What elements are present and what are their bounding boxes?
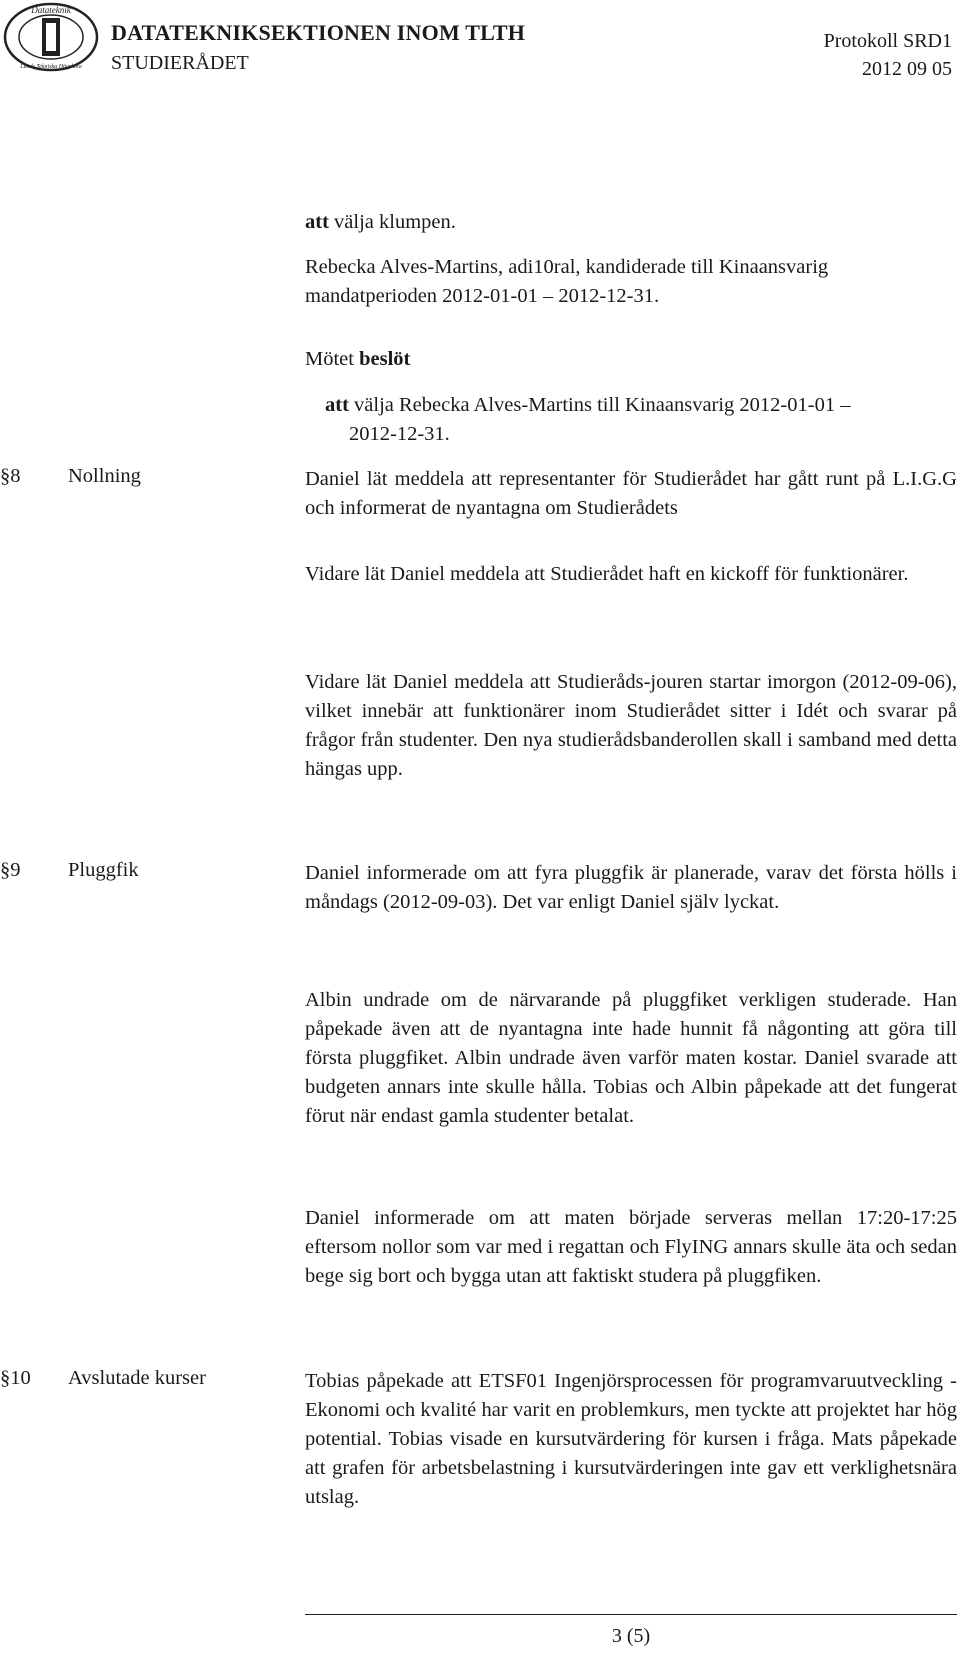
footer-rule bbox=[305, 1614, 957, 1615]
decision-text-line2: 2012-12-31. bbox=[349, 423, 450, 445]
organization-name: DATATEKNIKSEKTIONEN INOM TLTH bbox=[111, 20, 526, 45]
section-number: §9 bbox=[0, 859, 21, 881]
section-title: Pluggfik bbox=[68, 859, 139, 881]
decision-line bbox=[305, 208, 957, 237]
section-title: Nollning bbox=[68, 465, 141, 487]
decision-keyword: att bbox=[325, 394, 349, 416]
section-paragraph: Vidare lät Daniel meddela att Studieråds-jouren startar imorgon (2012-09-06), vilket innebär att funktionärer inom Studierådet sitter i Idét och svarar på frågor från studenter. Den nya studierådsbanderollen skall i samband med detta hängas upp. bbox=[305, 671, 957, 780]
organization-subtitle: STUDIERÅDET bbox=[111, 52, 249, 74]
page-number: 3 (5) bbox=[611, 1625, 651, 1647]
section-number: §8 bbox=[0, 465, 21, 487]
document-type: Protokoll SRD1 bbox=[823, 30, 952, 52]
candidacy-paragraph: Rebecka Alves-Martins, adi10ral, kandiderade till Kinaansvarig mandatperioden 2012-01-01 – 2012-12-31. bbox=[305, 256, 829, 307]
document-date: 2012 09 05 bbox=[862, 58, 952, 80]
meeting-label: Mötet bbox=[305, 348, 360, 370]
section-paragraph: Daniel informerade om att maten började serveras mellan 17:20-17:25 eftersom nollor som var med i regattan och FlyING annars skulle äta och sedan bege sig bort och bygga utan att faktiskt studera på pluggfiken. bbox=[305, 1207, 957, 1287]
decision-item bbox=[325, 391, 957, 420]
section-paragraph: Daniel lät meddela att representanter för Studierådet har gått runt på L.I.G.G och informerat de nyantagna om Studierådets bbox=[305, 468, 957, 519]
section-paragraph: Vidare lät Daniel meddela att Studierådet haft en kickoff för funktionärer. bbox=[305, 563, 909, 585]
decision-keyword: beslöt bbox=[359, 348, 411, 370]
section-logo bbox=[2, 2, 100, 72]
section-paragraph: Albin undrade om de närvarande på pluggfiket verkligen studerade. Han påpekade även att de nyantagna inte hade hunnit få någonting att göra till första pluggfiket. Albin undrade även varför maten kostar. Daniel svarade att budgeten annars inte skulle hålla. Tobias och Albin påpekade att det fungerat förut när endast gamla studenter betalat. bbox=[305, 989, 957, 1127]
section-number: §10 bbox=[0, 1367, 31, 1389]
decision-keyword: att bbox=[305, 211, 329, 233]
meeting-decision-line bbox=[305, 345, 957, 374]
decision-text: välja klumpen. bbox=[328, 211, 456, 233]
logo-top-text: Datateknik bbox=[31, 5, 71, 15]
section-paragraph: Daniel informerade om att fyra pluggfik är planerade, varav det första hölls i måndags (2012-09-03). Det var enligt Daniel själv lyckat. bbox=[305, 862, 957, 913]
section-title: Avslutade kurser bbox=[68, 1367, 206, 1389]
logo-bottom-text: Lunds Tekniska Högskola bbox=[20, 64, 82, 70]
section-paragraph: Tobias påpekade att ETSF01 Ingenjörsprocessen för programvaruutveckling - Ekonomi och kvalité har varit en problemkurs, men tyckte att projektet har hög potential. Tobias visade en kursutvärdering för kursen i fråga. Mats påpekade att grafen för arbetsbelastning i kursutvärderingen inte gav ett verklighetsnära utslag. bbox=[305, 1370, 957, 1508]
decision-text-line1: välja Rebecka Alves-Martins till Kinaansvarig 2012-01-01 – bbox=[348, 394, 851, 416]
